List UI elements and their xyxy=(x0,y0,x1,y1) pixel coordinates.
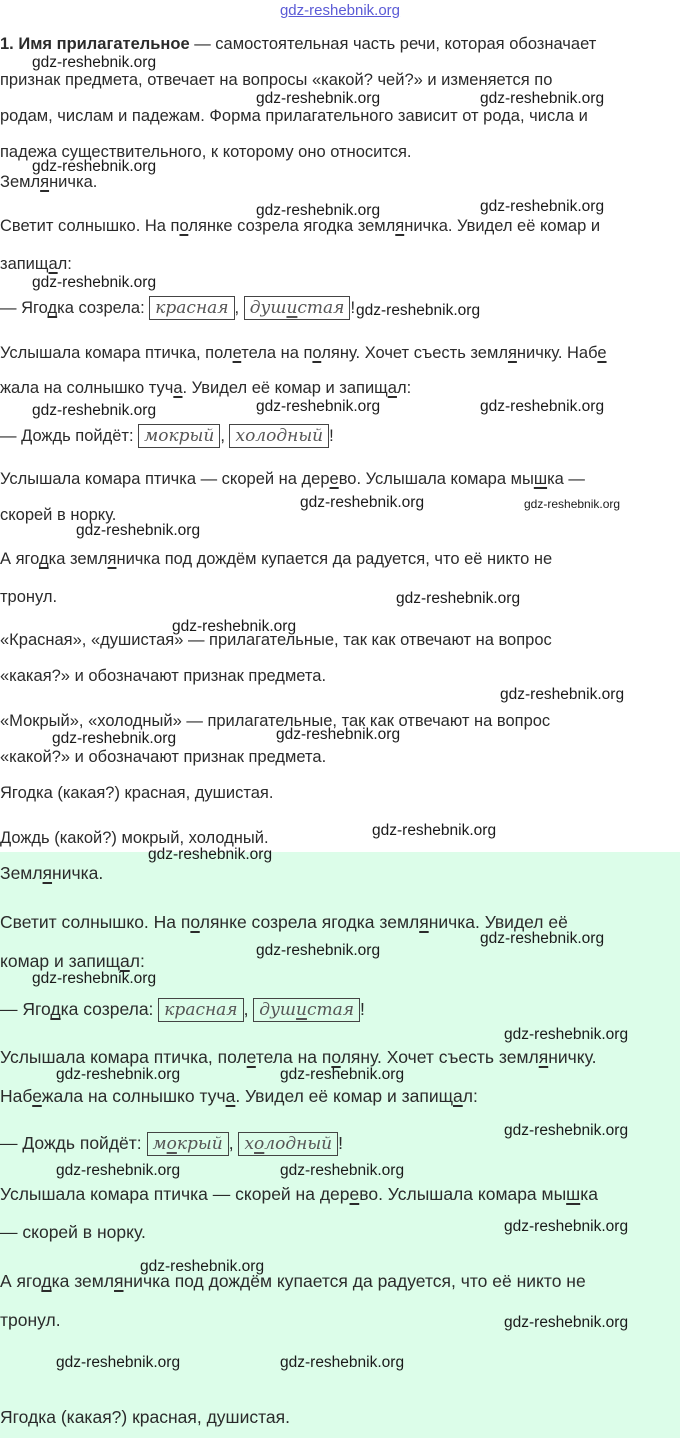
watermark: gdz-reshebnik.org xyxy=(480,930,605,947)
story2-sentence-5: Набежала на солнышко туча. Увидел её комар и запищал: xyxy=(0,1086,478,1106)
story2-sentence-6: — Дождь пойдёт: мокрый , холодный ! xyxy=(0,1133,343,1154)
story1-sentence-3: — Ягодка созрела: красная , душистая ! xyxy=(0,298,356,318)
watermark: gdz-reshebnik.org xyxy=(256,398,381,415)
story2-sentence-2: комар и запищал: xyxy=(0,951,145,971)
story1-sentence-10: тронул. xyxy=(0,588,58,606)
watermark: gdz-reshebnik.org xyxy=(300,494,425,511)
answer-box-dushistaya: душистая xyxy=(244,296,351,320)
watermark: gdz-reshebnik.org xyxy=(372,822,497,839)
watermark: gdz-reshebnik.org xyxy=(32,402,157,419)
story2-sentence-9: А ягодка земляничка под дождём купается да радуется, что её никто не xyxy=(0,1271,586,1291)
site-header-link[interactable]: gdz-reshebnik.org xyxy=(279,2,401,19)
theory-line-3: родам, числам и падежам. Форма прилагательного зависит от рода, числа и xyxy=(0,107,588,125)
watermark: gdz-reshebnik.org xyxy=(524,497,621,511)
watermark: gdz-reshebnik.org xyxy=(256,942,381,959)
story1-sentence-2: запищал: xyxy=(0,255,72,273)
explanation-1b: «какая?» и обозначают признак предмета. xyxy=(0,667,327,685)
story2-title: Земляничка. xyxy=(0,863,104,883)
watermark: gdz-reshebnik.org xyxy=(504,1026,629,1043)
watermark: gdz-reshebnik.org xyxy=(172,618,297,635)
explanation-2b: «какой?» и обозначают признак предмета. xyxy=(0,748,327,766)
story1-title: Земляничка. xyxy=(0,173,98,191)
watermark: gdz-reshebnik.org xyxy=(280,1354,405,1371)
watermark: gdz-reshebnik.org xyxy=(504,1122,629,1139)
story2-sentence-1: Светит солнышко. На полянке созрела ягодка земляничка. Увидел её xyxy=(0,912,568,932)
story1-sentence-8: скорей в норку. xyxy=(0,506,117,524)
story1-sentence-4: Услышала комара птичка, полетела на поляну. Хочет съесть земляничку. Набе xyxy=(0,344,607,362)
watermark: gdz-reshebnik.org xyxy=(504,1218,629,1235)
watermark: gdz-reshebnik.org xyxy=(76,522,201,539)
watermark: gdz-reshebnik.org xyxy=(396,590,521,607)
question-answer-1: Ягодка (какая?) красная, душистая. xyxy=(0,784,274,802)
explanation-1a: «Красная», «душистая» — прилагательные, так как отвечают на вопрос xyxy=(0,631,552,649)
theory-line-4: падежа существительного, к которому оно относится. xyxy=(0,143,412,161)
story2-sentence-3: — Ягодка созрела: красная , душистая ! xyxy=(0,999,365,1020)
watermark: gdz-reshebnik.org xyxy=(480,90,605,107)
watermark: gdz-reshebnik.org xyxy=(32,970,157,987)
watermark: gdz-reshebnik.org xyxy=(504,1314,629,1331)
theory-line-1 xyxy=(0,34,596,54)
story2-sentence-10: тронул. xyxy=(0,1310,61,1330)
theory-line-2: признак предмета, отвечает на вопросы «какой? чей?» и изменяется по xyxy=(0,71,553,89)
story1-sentence-1: Светит солнышко. На полянке созрела ягодка земляничка. Увидел её комар и xyxy=(0,217,601,235)
story2-sentence-7: Услышала комара птичка — скорей на дерево. Услышала комара мышка xyxy=(0,1184,598,1204)
answer2-box-holodny: холодный xyxy=(238,1132,338,1156)
watermark: gdz-reshebnik.org xyxy=(56,1066,181,1083)
watermark: gdz-reshebnik.org xyxy=(56,1354,181,1371)
story1-sentence-9: А ягодка земляничка под дождём купается да радуется, что её никто не xyxy=(0,550,553,568)
watermark: gdz-reshebnik.org xyxy=(480,398,605,415)
story1-sentence-5: жала на солнышко туча. Увидел её комар и запищал: xyxy=(0,379,412,397)
story2-sentence-4: Услышала комара птичка, полетела на поляну. Хочет съесть земляничку. xyxy=(0,1047,597,1067)
watermark: gdz-reshebnik.org xyxy=(280,1162,405,1179)
question-answer-2: Дождь (какой?) мокрый, холодный. xyxy=(0,829,269,847)
watermark: gdz-reshebnik.org xyxy=(32,274,157,291)
answer2-box-dushistaya: душистая xyxy=(253,998,360,1022)
answer2-box-krasnaya: красная xyxy=(158,998,243,1022)
watermark: gdz-reshebnik.org xyxy=(280,1066,405,1083)
watermark: gdz-reshebnik.org xyxy=(356,302,481,319)
watermark: gdz-reshebnik.org xyxy=(148,846,273,863)
answer2-box-mokry: мокрый xyxy=(147,1132,229,1156)
answer-box-holodny: холодный xyxy=(229,424,329,448)
watermark: gdz-reshebnik.org xyxy=(140,1258,265,1275)
watermark: gdz-reshebnik.org xyxy=(32,158,157,175)
story1-sentence-6: — Дождь пойдёт: мокрый , холодный ! xyxy=(0,426,334,446)
watermark: gdz-reshebnik.org xyxy=(256,202,381,219)
watermark: gdz-reshebnik.org xyxy=(256,90,381,107)
explanation-2a: «Мокрый», «холодный» — прилагательные, так как отвечают на вопрос xyxy=(0,712,551,730)
watermark: gdz-reshebnik.org xyxy=(276,726,401,743)
watermark: gdz-reshebnik.org xyxy=(56,1162,181,1179)
story1-sentence-7: Услышала комара птичка — скорей на дерево. Услышала комара мышка — xyxy=(0,470,585,488)
watermark: gdz-reshebnik.org xyxy=(500,686,625,703)
answer-box-mokry: мокрый xyxy=(138,424,220,448)
story2-sentence-8: — скорей в норку. xyxy=(0,1222,146,1242)
answer-box-krasnaya: красная xyxy=(149,296,234,320)
watermark: gdz-reshebnik.org xyxy=(32,54,157,71)
theory-term: 1. Имя прилагательное xyxy=(0,35,190,53)
watermark: gdz-reshebnik.org xyxy=(480,198,605,215)
watermark: gdz-reshebnik.org xyxy=(52,730,177,747)
theory-definition: — самостоятельная часть речи, которая обозначает xyxy=(189,35,597,53)
story2-question-answer: Ягодка (какая?) красная, душистая. xyxy=(0,1407,290,1427)
